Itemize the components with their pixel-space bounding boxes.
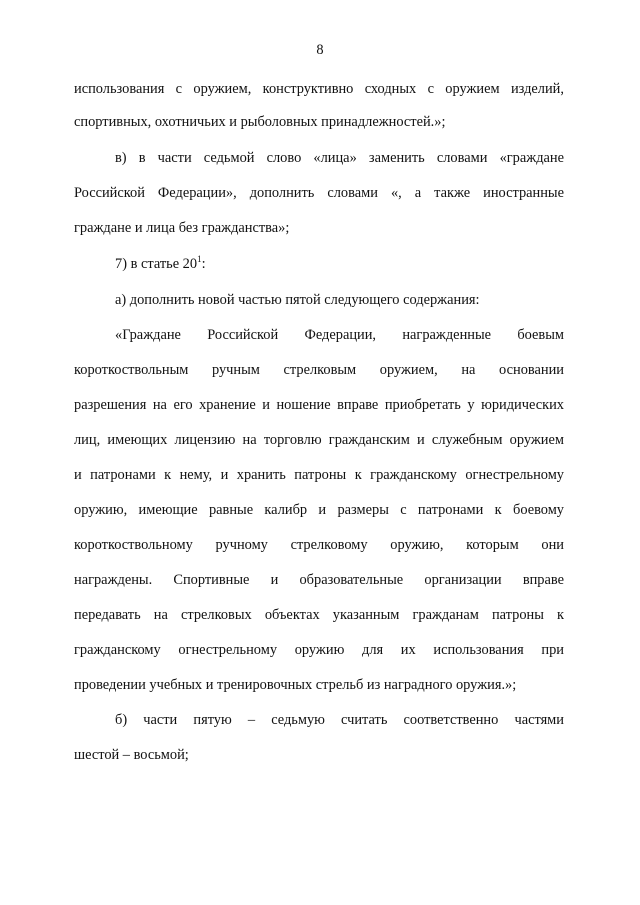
text-line: гражданскому огнестрельному оружию для их использования при [74,642,564,658]
text-line: короткоствольному ручному стрелковому оружию, которым они [74,537,564,553]
text-line: в) в части седьмой слово «лица» заменить словами «граждане [115,150,564,166]
text-line: и патронами к нему, и хранить патроны к гражданскому огнестрельному [74,467,564,483]
text-line: спортивных, охотничьих и рыболовных принадлежностей.»; [74,114,446,130]
page-number: 8 [316,42,324,58]
text-line: использования с оружием, конструктивно сходных с оружием изделий, [74,81,564,97]
text-line: передавать на стрелковых объектах указанным гражданам патроны к [74,607,564,623]
text-line: б) части пятую – седьмую считать соответственно частями [115,712,564,728]
text-line: лиц, имеющих лицензию на торговлю гражданским и служебным оружием [74,432,564,448]
colon: : [201,256,206,272]
text-line: короткоствольным ручным стрелковым оружием, на основании [74,362,564,378]
text-line: шестой – восьмой; [74,747,189,763]
text-line: «Граждане Российской Федерации, награжденные боевым [115,327,564,343]
text-line: награждены. Спортивные и образовательные организации вправе [74,572,564,588]
text-line-article [115,255,206,273]
superscript: 1 [197,254,202,265]
text-line: Российской Федерации», дополнить словами «, а также иностранные [74,185,564,201]
text-line: а) дополнить новой частью пятой следующего содержания: [115,292,480,308]
article-text: 7) в статье 20 [115,256,198,272]
text-line: проведении учебных и тренировочных стрельб из наградного оружия.»; [74,677,517,693]
text-line: граждане и лица без гражданства»; [74,220,290,236]
text-line: оружию, имеющие равные калибр и размеры с патронами к боевому [74,502,564,518]
text-line: разрешения на его хранение и ношение вправе приобретать у юридических [74,397,564,413]
